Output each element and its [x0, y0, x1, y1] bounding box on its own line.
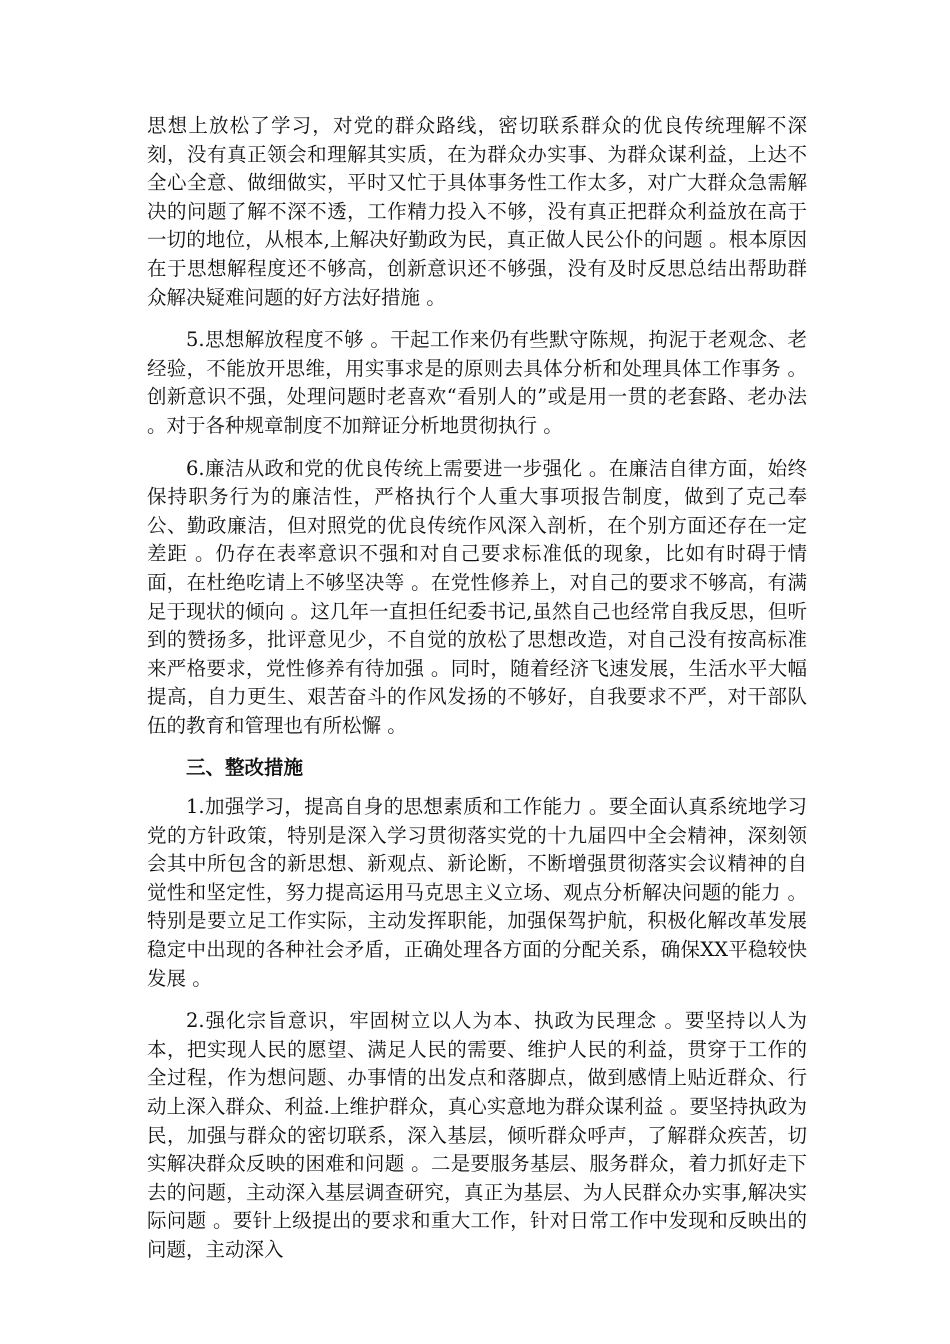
section-heading: 三、整改措施 [186, 756, 304, 780]
paragraph-continuation: 思想上放松了学习，对党的群众路线，密切联系群众的优良传统理解不深刻，没有真正领会和理解其实质，在为群众办实事、为群众谋利益，上达不全心全意、做细做实，平时又忙于具体事务性工作太多，对广大群众急需解决的问题了解不深不透，工作精力投入不够，没有真正把群众利益放在高于一切的地位，从根本,上解决好勤政为民，真正做人民公仆的问题 。根本原因在于思想解程度还不够高，创新意识还不够强，没有及时反思总结出帮助群众解决疑难问题的好方法好措施 。 [147, 114, 807, 309]
paragraph-measure-1: 1.加强学习，提高自身的思想素质和工作能力 。要全面认真系统地学习党的方针政策，特别是深入学习贯彻落实党的十九届四中全会精神，深刻领会其中所包含的新思想、新观点、新论断，不断增强贯彻落实会议精神的自觉性和坚定性，努力提高运用马克思主义立场、观点分析解决问题的能力 。特别是要立足工作实际，主动发挥职能，加强保驾护航，积极化解改革发展稳定中出现的各种社会矛盾，正确处理各方面的分配关系，确保XX平稳较快发展 。 [147, 795, 807, 990]
document-page [147, 112, 807, 1279]
paragraph-item-6: 6.廉洁从政和党的优良传统上需要进一步强化 。在廉洁自律方面，始终保持职务行为的廉洁性，严格执行个人重大事项报告制度，做到了克己奉公、勤政廉洁，但对照党的优良传统作风深入剖析，在个别方面还存在一定差距 。仍存在表率意识不强和对自己要求标准低的现象，比如有时碍于情面，在杜绝吃请上不够坚决等 。在党性修养上，对自己的要求不够高，有满足于现状的倾向 。这几年一直担任纪委书记,虽然自己也经常自我反思，但听到的赞扬多，批评意见少，不自觉的放松了思想改造，对自己没有按高标准来严格要求，党性修养有待加强 。同时，随着经济飞速发展，生活水平大幅提高，自力更生、艰苦奋斗的作风发扬的不够好，自我要求不严，对干部队伍的教育和管理也有所松懈 。 [147, 456, 807, 737]
paragraph-item-5: 5.思想解放程度不够 。干起工作来仍有些默守陈规，拘泥于老观念、老经验，不能放开思维，用实事求是的原则去具体分析和处理具体工作事务 。创新意识不强，处理问题时老喜欢“看别人的”或是用一贯的老套路、老办法 。对于各种规章制度不加辩证分析地贯彻执行 。 [147, 328, 807, 437]
paragraph-measure-2: 2.强化宗旨意识，牢固树立以人为本、执政为民理念 。要坚持以人为本，把实现人民的愿望、满足人民的需要、维护人民的利益，贯穿于工作的全过程，作为想问题、办事情的出发点和落脚点，做到感情上贴近群众、行动上深入群众、利益.上维护群众，真心实意地为群众谋利益 。要坚持执政为民，加强与群众的密切联系，深入基层，倾听群众呼声，了解群众疾苦，切实解决群众反映的困难和问题 。二是要服务基层、服务群众，着力抓好走下去的问题，主动深入基层调查研究，真正为基层、为人民群众办实事,解决实际问题 。要针上级提出的要求和重大工作，针对日常工作中发现和反映出的问题，主动深入 [147, 1009, 807, 1261]
